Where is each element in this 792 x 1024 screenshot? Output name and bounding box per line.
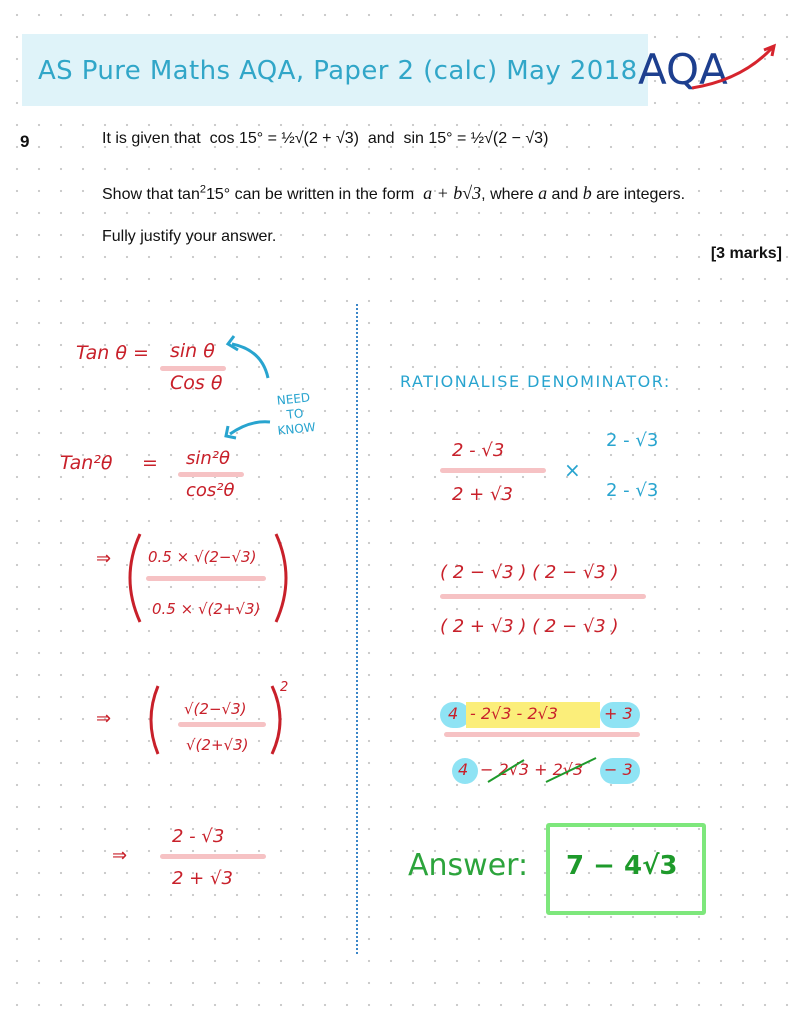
fraction-bar [178, 722, 266, 727]
fraction-bar [146, 576, 266, 581]
step2-exponent: 2 [280, 680, 289, 695]
form-expression: a + b√3 [423, 183, 482, 203]
multiplier-numerator: 2 - √3 [606, 430, 659, 451]
aqa-logo [632, 40, 782, 100]
row-denominator-middle: − 2√3 + 2√3 [480, 760, 584, 779]
fraction-bar [160, 366, 226, 371]
tan-squared-numerator: sin²θ [186, 448, 231, 469]
tan-numerator: sin θ [170, 340, 215, 362]
answer-value: 7 − 4√3 [566, 851, 678, 881]
tan-squared-denominator: cos²θ [186, 480, 235, 501]
marks-label: [3 marks] [710, 245, 782, 262]
row-numerator-term: 4 [448, 704, 459, 723]
implies-arrow: ⇒ [96, 708, 112, 729]
times-sign: × [564, 458, 581, 482]
row-numerator-middle: - 2√3 - 2√3 [470, 704, 558, 723]
implies-arrow: ⇒ [96, 548, 112, 569]
need-to-know-note: NEED TO KNOW [276, 390, 317, 438]
cos-expression: cos 15° = ½√(2 + √3) [209, 130, 359, 147]
tan-denominator: Cos θ [170, 372, 223, 394]
fraction-bar [160, 854, 266, 859]
fraction-denominator: 2 + √3 [452, 484, 513, 505]
fraction-bar [444, 732, 640, 737]
row-numerator-term: + 3 [604, 704, 633, 723]
svg-text:AQA: AQA [638, 45, 728, 94]
rationalise-heading: RATIONALISE DENOMINATOR: [400, 372, 671, 391]
multiplier-denominator: 2 - √3 [606, 480, 659, 501]
question-justify-line: Fully justify your answer. [102, 228, 277, 245]
question-given-line: It is given that cos 15° = ½√(2 + √3) and sin 15° = ½√(2 − √3) [102, 130, 549, 147]
question-show-line: Show that $\tan^215^\circ$ can be written in the form a + b√3, where a and b are integers. [102, 183, 686, 203]
row-denominator-term: 4 [458, 760, 469, 779]
fraction-bar [178, 472, 244, 477]
fraction-bar [440, 594, 646, 599]
implies-arrow: ⇒ [112, 845, 128, 866]
step2-numerator: √(2−√3) [184, 700, 247, 718]
step2-denominator: √(2+√3) [186, 736, 249, 754]
equals-sign: = [142, 452, 158, 474]
step3-denominator: 2 + √3 [172, 868, 233, 889]
tan-definition-lhs: Tan θ = [76, 342, 149, 364]
cancel-strikes [484, 752, 604, 788]
page-title: AS Pure Maths AQA, Paper 2 (calc) May 2018 [38, 56, 638, 86]
fraction-bar [440, 468, 546, 473]
step1-denominator: 0.5 × √(2+√3) [152, 600, 261, 618]
row-denominator-term: − 3 [604, 760, 633, 779]
step1-numerator: 0.5 × √(2−√3) [148, 548, 257, 566]
question-number: 9 [20, 132, 30, 151]
expanded-numerator: ( 2 − √3 ) ( 2 − √3 ) [440, 562, 619, 583]
fraction-numerator: 2 - √3 [452, 440, 505, 461]
column-divider [356, 304, 358, 954]
sin-expression: sin 15° = ½√(2 − √3) [403, 130, 549, 147]
step3-numerator: 2 - √3 [172, 826, 225, 847]
expanded-denominator: ( 2 + √3 ) ( 2 − √3 ) [440, 616, 619, 637]
answer-label: Answer: [408, 848, 529, 883]
tan-squared-lhs: Tan²θ [60, 452, 113, 474]
